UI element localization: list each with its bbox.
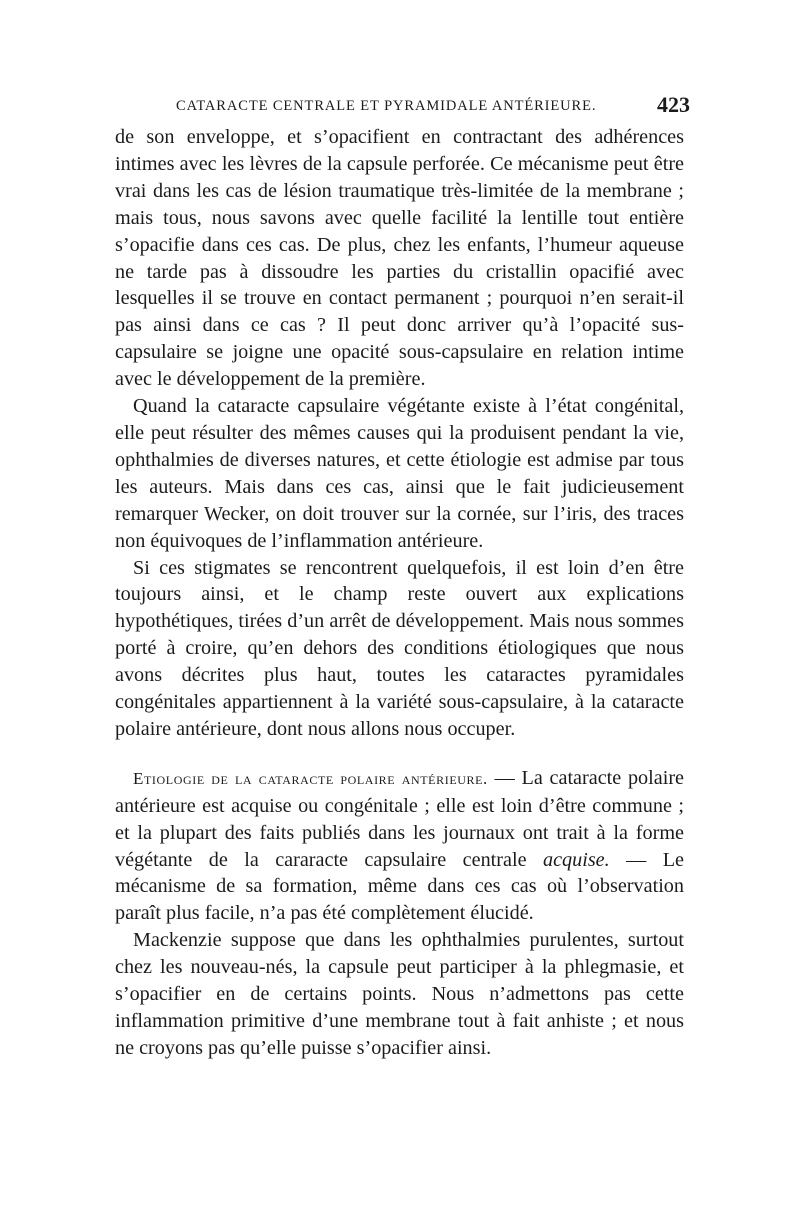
section-spacer xyxy=(115,743,684,765)
paragraph-2: Quand la cataracte capsulaire végétante existe à l’état congénital, elle peut résulter des mêmes causes qui la produisent pendant la vie, ophthalmies de diverses natures, et cette étiologie est admise par tous les auteurs. Mais dans ces cas, ainsi que le fait judicieusement remarquer Wecker, on doit trouver sur la cornée, sur l’iris, des traces non équivoques de l’inflammation antérieure. xyxy=(115,395,684,552)
paragraph-4-italic: acquise. xyxy=(542,848,610,871)
section-title: Etiologie de la cataracte polaire antérieure. xyxy=(133,768,488,788)
paragraph-4 xyxy=(115,765,684,927)
running-title: CATARACTE CENTRALE ET PYRAMIDALE ANTÉRIEURE. xyxy=(176,98,597,114)
paragraph-4-end: — Le mécanisme de sa formation, même dans ces cas où l’observation paraît plus facile, n’a pas été complètement élucidé. xyxy=(115,848,684,925)
paragraph-5: Mackenzie suppose que dans les ophthalmies purulentes, surtout chez les nouveau-nés, la capsule peut participer à la phlegmasie, et s’opacifier en de certains points. Nous n’admettons pas cette inflammation primitive d’une membrane tout à fait anhiste ; et nous ne croyons pas qu’elle puisse s’opacifier ainsi. xyxy=(115,929,684,1059)
page-number: 423 xyxy=(657,92,690,117)
paragraph-1: de son enveloppe, et s’opacifient en contractant des adhérences intimes avec les lèvres de la capsule perforée. Ce mécanisme peut être vrai dans les cas de lésion traumatique très-limitée de la membrane ; mais tous, nous savons avec quelle facilité la lentille tout entière s’opacifie dans ces cas. De plus, chez les enfants, l’humeur aqueuse ne tarde pas à dissoudre les parties du cristallin opacifié avec lesquelles il se trouve en contact permanent ; pourquoi n’en serait-il pas ainsi dans ce cas ? Il peut donc arriver qu’à l’opacité sus-capsulaire se joigne une opacité sous-capsulaire en relation intime avec le développement de la première. xyxy=(115,126,684,391)
paragraph-4-text: — La cataracte polaire antérieure est acquise ou congénitale ; elle est loin d’être commune ; et la plupart des faits publiés dans les journaux ont trait à la forme végétante de la cararacte capsulaire centrale xyxy=(115,766,684,871)
running-head xyxy=(170,92,690,118)
body-text xyxy=(115,124,684,1062)
paragraph-3: Si ces stigmates se rencontrent quelquefois, il est loin d’en être toujours ainsi, et le champ reste ouvert aux explications hypothétiques, tirées d’un arrêt de développement. Mais nous sommes porté à croire, qu’en dehors des conditions étiologiques que nous avons décrites plus haut, toutes les cataractes pyramidales congénitales appartiennent à la variété sous-capsulaire, à la cataracte polaire antérieure, dont nous allons nous occuper. xyxy=(115,556,684,740)
